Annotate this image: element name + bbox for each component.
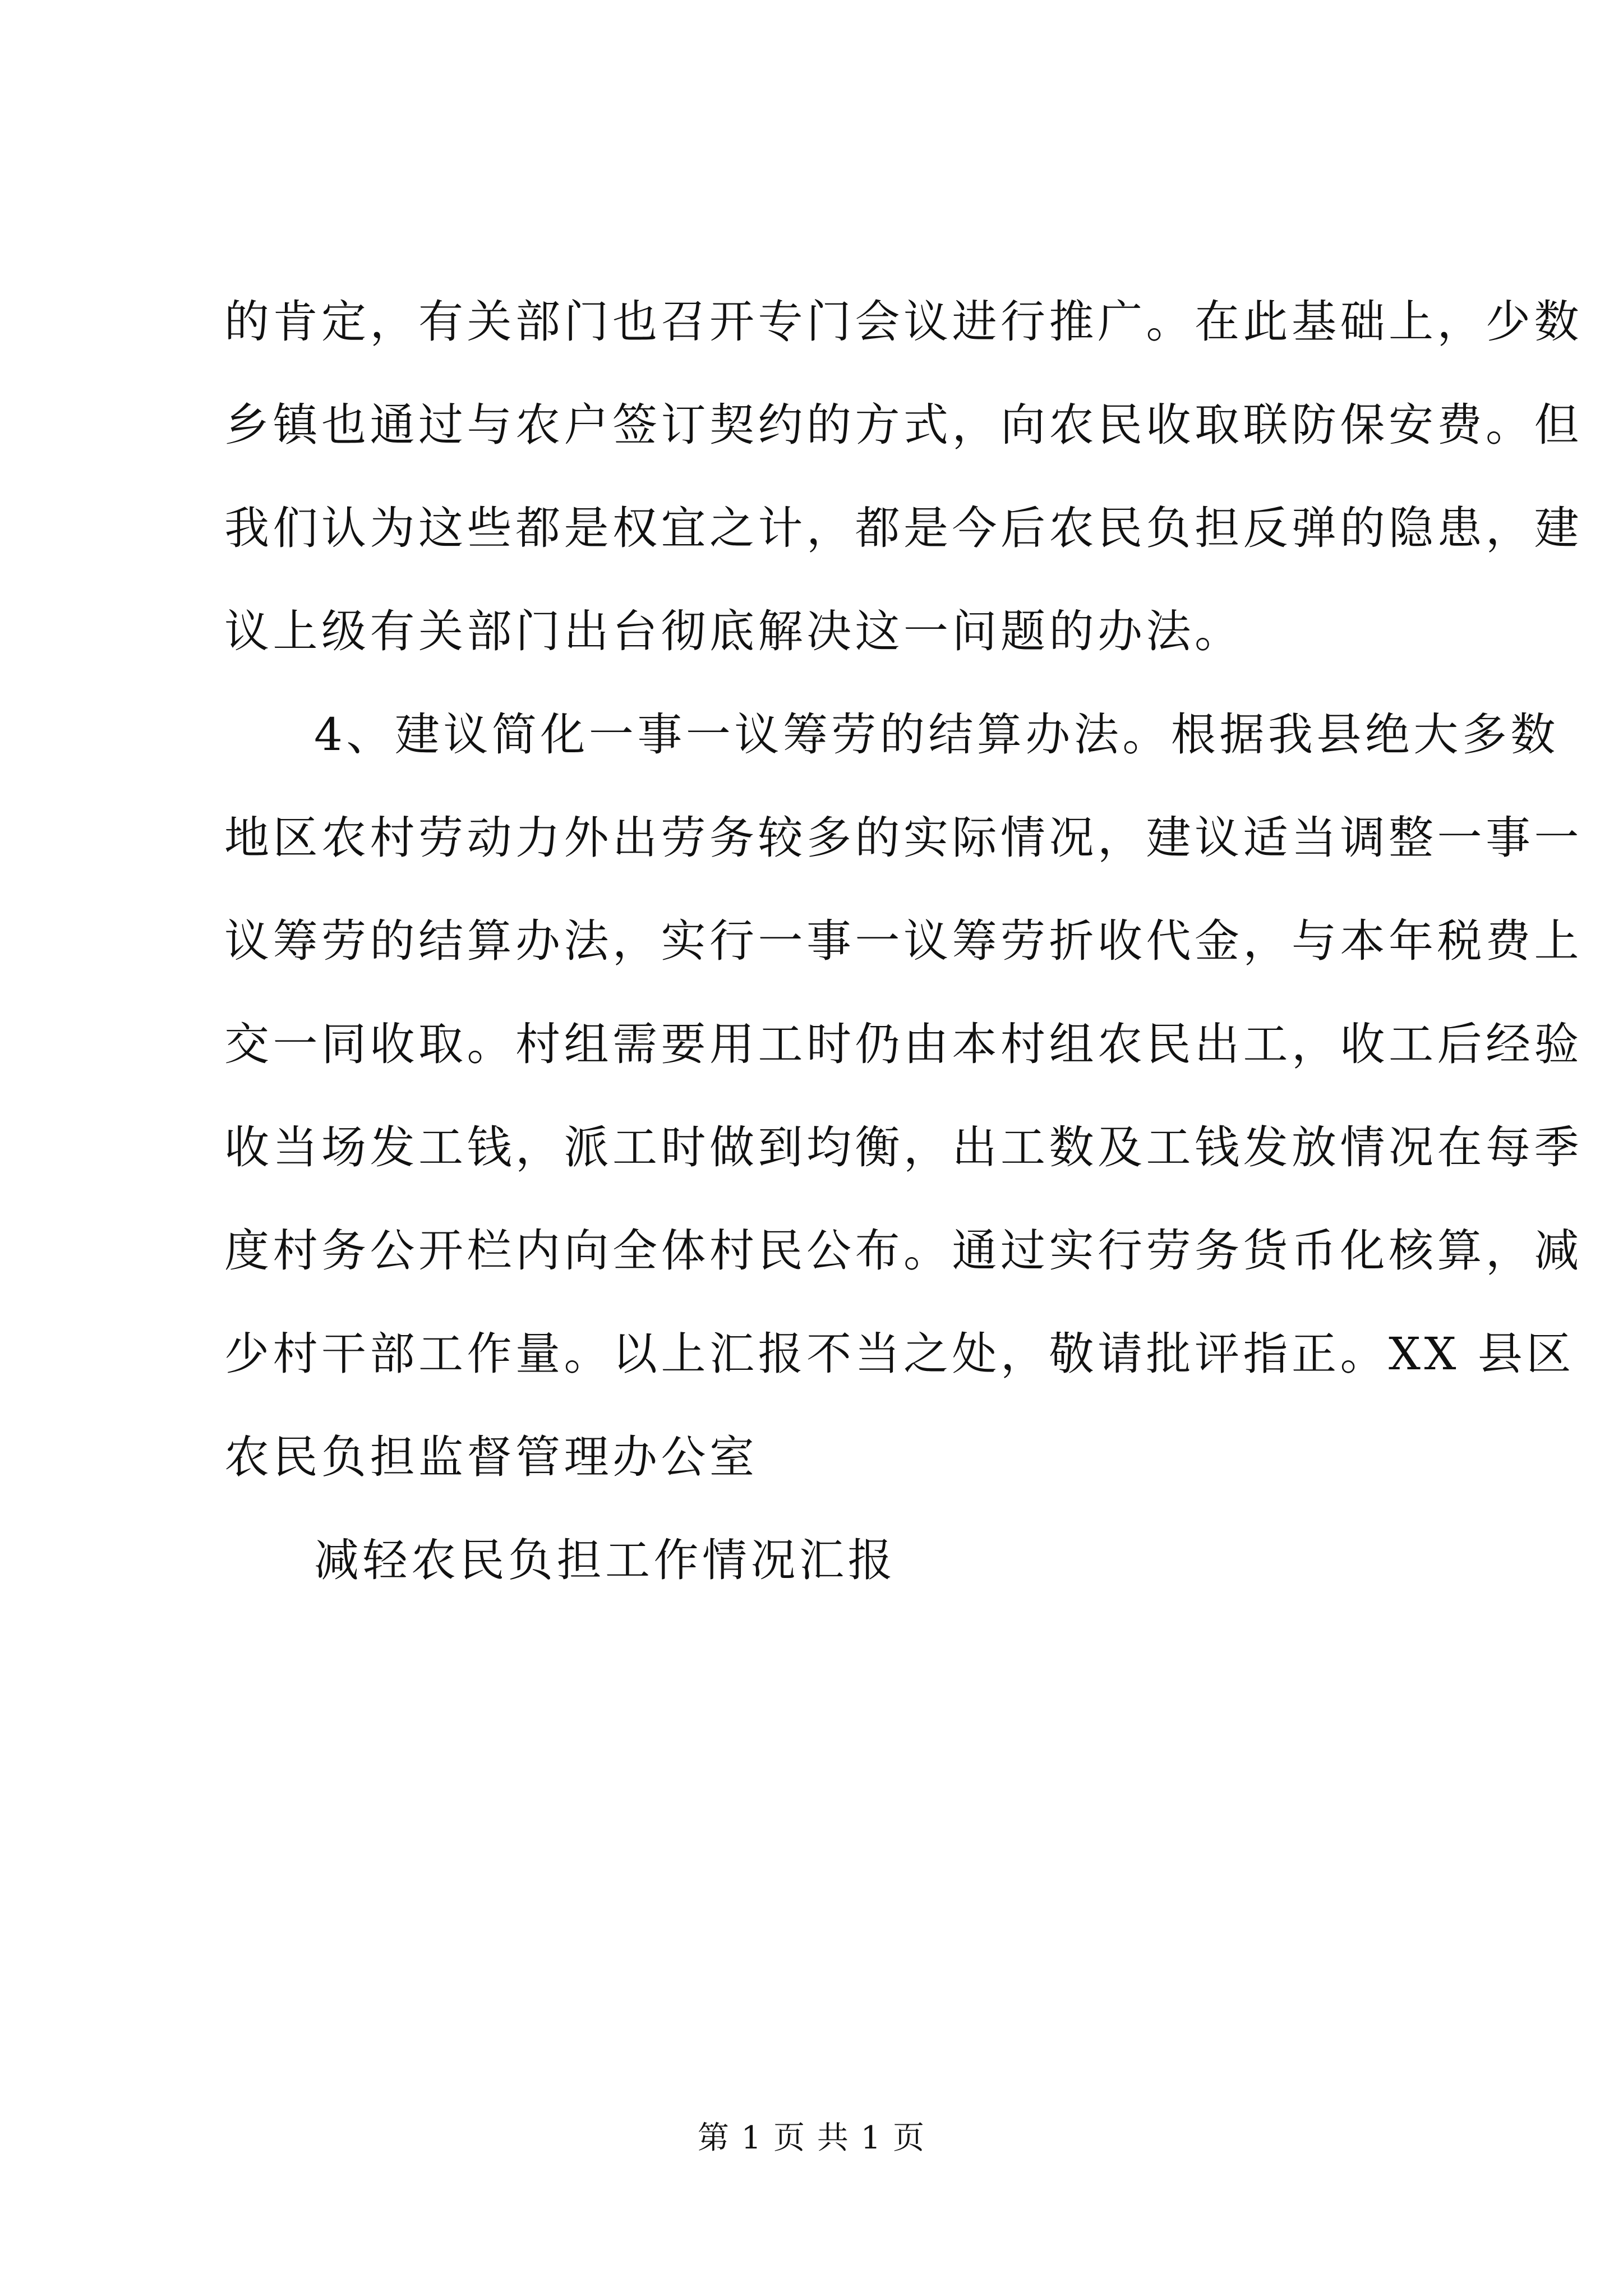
text-line-12: 农民负担监督管理办公室: [224, 1431, 758, 1483]
text-line-7: 议筹劳的结算办法，实行一事一议筹劳折收代金，与本年税费上: [224, 915, 1583, 967]
text-line-3: 我们认为这些都是权宜之计，都是今后农民负担反弹的隐患，建: [224, 502, 1583, 554]
page-number-footer: 第 1 页 共 1 页: [697, 2120, 926, 2156]
text-line-9: 收当场发工钱，派工时做到均衡，出工数及工钱发放情况在每季: [224, 1121, 1583, 1174]
text-line-6: 地区农村劳动力外出劳务较多的实际情况，建议适当调整一事一: [224, 812, 1583, 864]
document-heading-line: 减轻农民负担工作情况汇报: [314, 1534, 896, 1586]
document-body: [224, 296, 1583, 1639]
text-line-10: 度村务公开栏内向全体村民公布。通过实行劳务货币化核算，减: [224, 1225, 1583, 1277]
text-line-4: 议上级有关部门出台彻底解决这一问题的办法。: [224, 605, 1243, 657]
text-line-11: 少村干部工作量。以上汇报不当之处，敬请批评指正。XX 县区: [224, 1328, 1575, 1380]
text-line-5: 4、建议简化一事一议筹劳的结算办法。根据我县绝大多数: [314, 708, 1559, 761]
text-line-1: 的肯定，有关部门也召开专门会议进行推广。在此基础上，少数: [224, 296, 1583, 348]
text-line-2: 乡镇也通过与农户签订契约的方式，向农民收取联防保安费。但: [224, 399, 1583, 451]
text-line-8: 交一同收取。村组需要用工时仍由本村组农民出工，收工后经验: [224, 1018, 1583, 1070]
